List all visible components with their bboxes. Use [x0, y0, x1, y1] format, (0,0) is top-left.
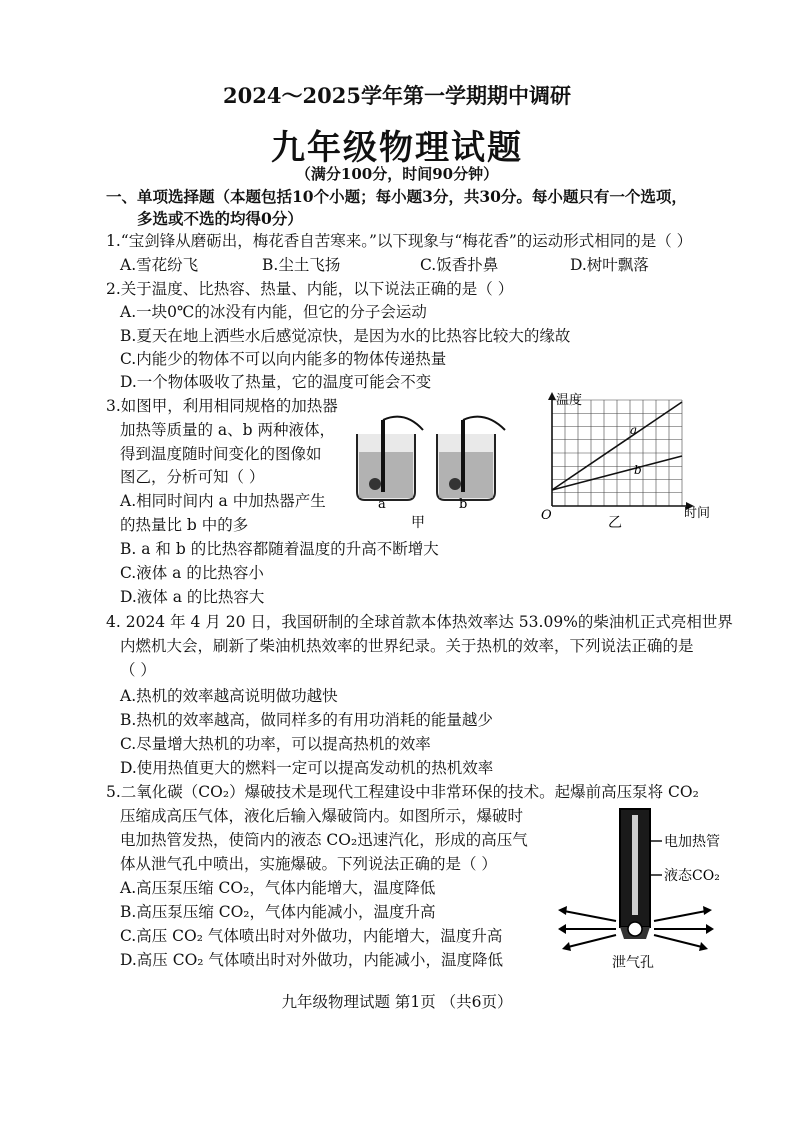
- figure-jia-beakers: [345, 412, 525, 532]
- question-3-stem-line4: 图乙，分析可知（ ）: [120, 468, 265, 486]
- question-1-stem: 1.“宝剑锋从磨砺出，梅花香自苦寒来。”以下现象与“梅花香”的运动形式相同的是（ ）: [106, 232, 693, 250]
- graph-y-label: 温度: [556, 393, 583, 408]
- question-4-stem-line1: 4. 2024 年 4 月 20 日，我国研制的全球首款本体热效率达 53.09%的柴油机正式亮相世界: [106, 613, 733, 631]
- question-3-option-c: C.液体 a 的比热容小: [120, 564, 264, 582]
- question-3-stem-line1: 3.如图甲，利用相同规格的加热器: [106, 397, 338, 415]
- subject-title: 九年级物理试题: [271, 128, 523, 168]
- question-4-option-c: C.尽量增大热机的功率，可以提高热机的效率: [120, 735, 431, 753]
- exam-title: 2024～2025学年第一学期期中调研: [223, 83, 571, 108]
- question-5-option-c: C.高压 CO₂ 气体喷出时对外做功，内能增大，温度升高: [120, 927, 503, 945]
- question-5-stem-line2: 压缩成高压气体，液化后输入爆破筒内。如图所示，爆破时: [120, 807, 524, 825]
- label-vent: 泄气孔: [612, 955, 654, 971]
- exam-subtitle: （满分100分，时间90分钟）: [295, 165, 499, 183]
- graph-origin: O: [541, 508, 552, 523]
- graph-x-label: 时间: [684, 506, 711, 521]
- question-4-stem-line2: 内燃机大会，刷新了柴油机热效率的世界纪录。关于热机的效率，下列说法正确的是: [120, 637, 694, 655]
- question-4-option-a: A.热机的效率越高说明做功越快: [120, 687, 338, 705]
- question-3-option-a-line2: 的热量比 b 中的多: [120, 516, 249, 534]
- question-3-option-b: B. a 和 b 的比热容都随着温度的升高不断增大: [120, 540, 439, 558]
- beaker-b: [437, 417, 505, 500]
- question-3-stem-line2: 加热等质量的 a、b 两种液体，: [120, 421, 336, 439]
- question-4-option-b: B.热机的效率越高，做同样多的有用功消耗的能量越少: [120, 711, 493, 729]
- beaker-b-label: b: [459, 497, 468, 512]
- label-liquid-co2: 液态CO₂: [664, 868, 720, 884]
- question-3-option-d: D.液体 a 的比热容大: [120, 588, 265, 606]
- section-heading-line2: 多选或不选的均得0分）: [137, 209, 303, 228]
- beaker-a: [357, 417, 423, 500]
- question-1-option-b: B.尘土飞扬: [262, 256, 341, 274]
- question-2-stem: 2.关于温度、比热容、热量、内能，以下说法正确的是（ ）: [106, 280, 514, 298]
- question-5-stem-line1: 5.二氧化碳（CO₂）爆破技术是现代工程建设中非常环保的技术。起爆前高压泵将 CO₂: [106, 783, 699, 801]
- question-1-option-c: C.饭香扑鼻: [420, 256, 499, 274]
- question-1-option-a: A.雪花纷飞: [120, 256, 199, 274]
- heater-rod: [632, 815, 638, 915]
- question-3-stem-line3: 得到温度随时间变化的图像如: [120, 445, 322, 463]
- figure-blasting-tube: [550, 805, 750, 975]
- label-heater: 电加热管: [664, 834, 720, 850]
- figure-yi-graph: [538, 388, 728, 530]
- question-2-option-b: B.夏天在地上洒些水后感觉凉快，是因为水的比热容比较大的缘故: [120, 327, 571, 345]
- figure-yi-caption: 乙: [608, 515, 622, 530]
- vent-hole: [628, 922, 642, 936]
- question-2-option-c: C.内能少的物体不可以向内能多的物体传递热量: [120, 350, 447, 368]
- question-5-option-d: D.高压 CO₂ 气体喷出时对外做功，内能减小，温度降低: [120, 951, 503, 969]
- line-a-label: a: [630, 423, 638, 437]
- question-5-option-a: A.高压泵压缩 CO₂，气体内能增大，温度降低: [120, 879, 436, 897]
- figure-jia-caption: 甲: [411, 515, 425, 531]
- section-heading-line1: 一、单项选择题（本题包括10个小题；每小题3分，共30分。每小题只有一个选项，: [106, 187, 687, 206]
- y-axis-arrow: [548, 392, 556, 400]
- question-5-option-b: B.高压泵压缩 CO₂，气体内能减小，温度升高: [120, 903, 436, 921]
- question-4-stem-line3: （ ）: [120, 661, 156, 679]
- question-1-option-d: D.树叶飘落: [570, 256, 649, 274]
- question-2-option-d: D.一个物体吸收了热量，它的温度可能会不变: [120, 373, 432, 391]
- line-b-label: b: [634, 463, 642, 477]
- question-3-option-a-line1: A.相同时间内 a 中加热器产生: [120, 492, 326, 510]
- question-2-option-a: A.一块0℃的冰没有内能，但它的分子会运动: [120, 303, 427, 321]
- question-5-stem-line4: 体从泄气孔中喷出，实施爆破。下列说法正确的是（ ）: [120, 855, 497, 873]
- question-4-option-d: D.使用热值更大的燃料一定可以提高发动机的热机效率: [120, 759, 494, 777]
- question-5-stem-line3: 电加热管发热，使筒内的液态 CO₂迅速汽化，形成的高压气: [120, 831, 528, 849]
- beaker-a-label: a: [378, 497, 386, 512]
- page-footer: 九年级物理试题 第1页 （共6页）: [281, 993, 513, 1011]
